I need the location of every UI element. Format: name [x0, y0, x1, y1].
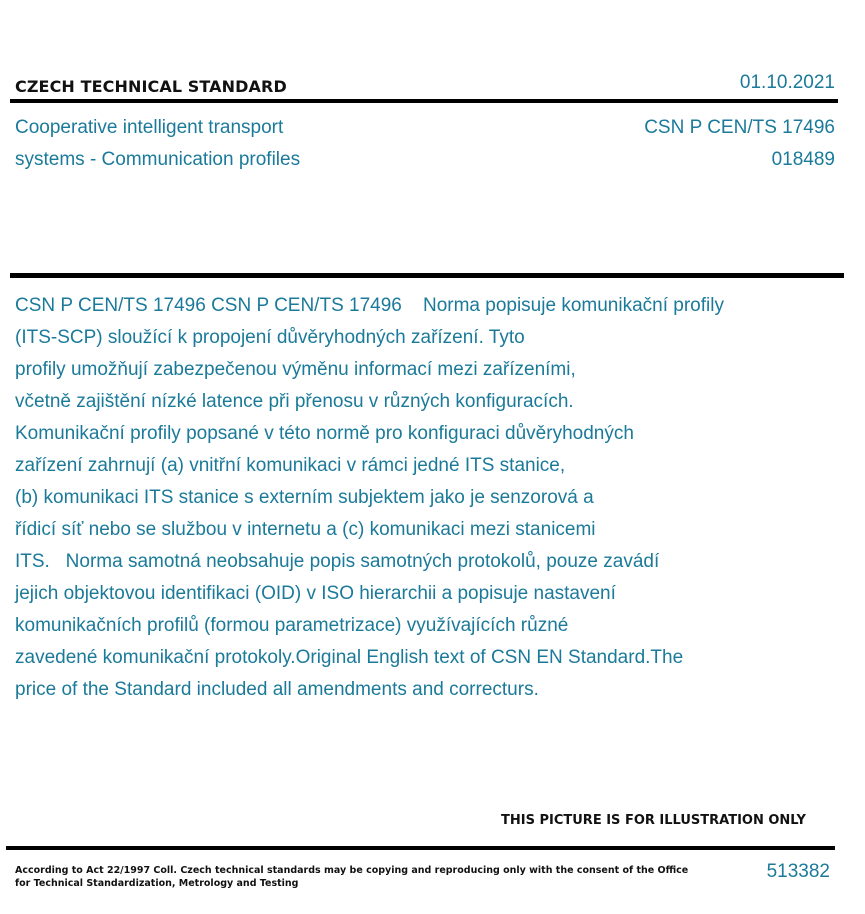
document-title-line-2: systems - Communication profiles [15, 149, 301, 170]
description-line: (ITS-SCP) sloužící k propojení důvěryhodných zařízení. Tyto [15, 327, 525, 348]
header-title: CZECH TECHNICAL STANDARD [15, 77, 287, 96]
footer-divider [6, 846, 835, 850]
description-line: Komunikační profily popsané v této normě pro konfiguraci důvěryhodných [15, 423, 634, 444]
footer-code: 513382 [766, 861, 830, 882]
description-line: zavedené komunikační protokoly.Original English text of CSN EN Standard.The [15, 647, 684, 668]
standard-description [15, 290, 845, 706]
header-divider [10, 99, 838, 103]
description-line: komunikačních profilů (formou parametrizace) využívajících různé [15, 615, 569, 636]
document-title-line-1: Cooperative intelligent transport [15, 117, 284, 138]
catalog-number: 018489 [771, 149, 835, 170]
section-divider [10, 273, 844, 278]
legal-notice-line: According to Act 22/1997 Coll. Czech technical standards may be copying and reproducing only with the consent of the Office [15, 865, 689, 876]
description-line: řídicí síť nebo se službou v internetu a (c) komunikaci mezi stanicemi [15, 519, 596, 540]
description-line: zařízení zahrnují (a) vnitřní komunikaci v rámci jedné ITS stanice, [15, 455, 566, 476]
description-line: profily umožňují zabezpečenou výměnu informací mezi zařízeními, [15, 359, 576, 380]
description-line: včetně zajištění nízké latence při přenosu v různých konfiguracích. [15, 391, 574, 412]
standard-code: CSN P CEN/TS 17496 [644, 117, 835, 138]
description-line: price of the Standard included all amendments and correcturs. [15, 679, 539, 700]
illustration-disclaimer: THIS PICTURE IS FOR ILLUSTRATION ONLY [501, 813, 806, 828]
description-line: (b) komunikaci ITS stanice s externím subjektem jako je senzorová a [15, 487, 594, 508]
description-line: ITS. Norma samotná neobsahuje popis samotných protokolů, pouze zavádí [15, 551, 660, 572]
legal-notice [15, 864, 688, 890]
description-line: jejich objektovou identifikaci (OID) v ISO hierarchii a popisuje nastavení [15, 583, 616, 604]
legal-notice-line: for Technical Standardization, Metrology and Testing [15, 878, 299, 889]
description-line: CSN P CEN/TS 17496 CSN P CEN/TS 17496 Norma popisuje komunikační profily [15, 295, 724, 316]
publication-date: 01.10.2021 [739, 72, 835, 93]
